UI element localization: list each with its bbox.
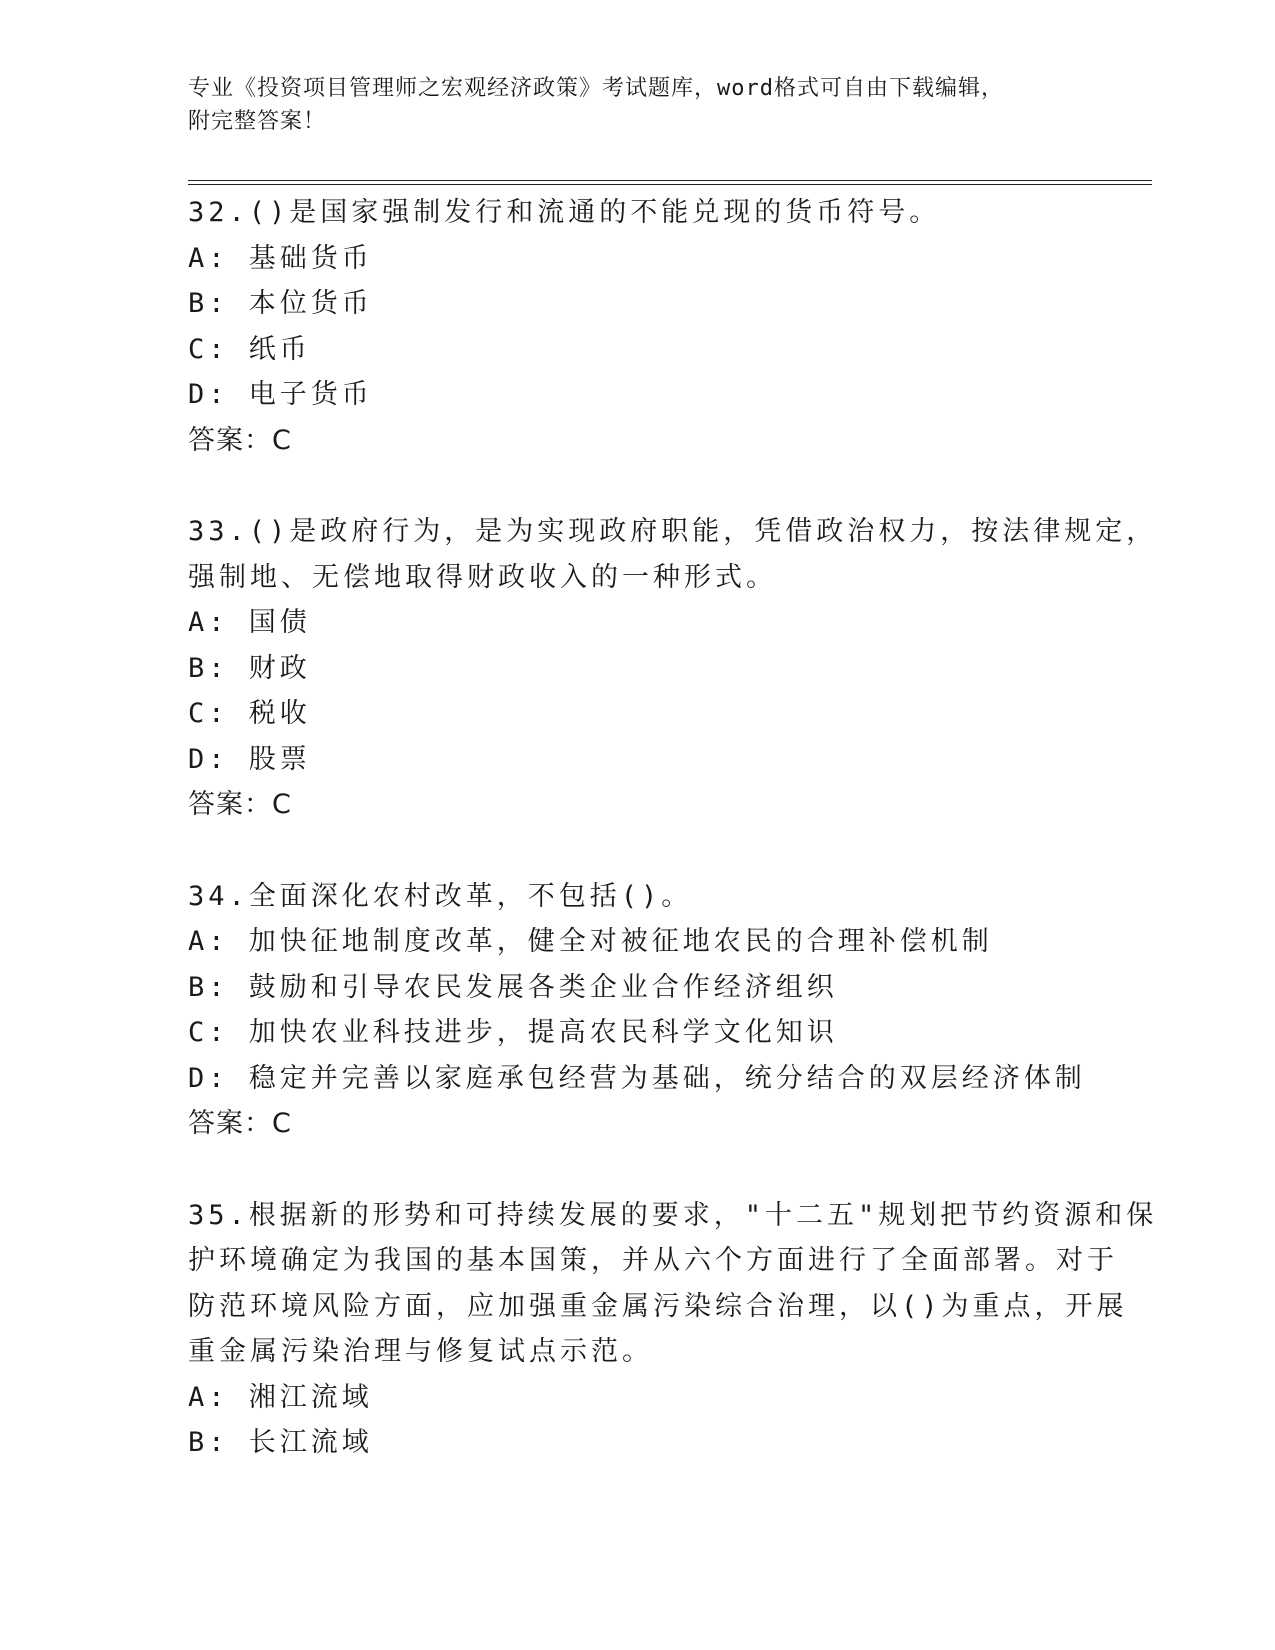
- option-c: C: 税收: [188, 698, 311, 729]
- question-34: [188, 874, 1088, 1147]
- option-c: C: 纸币: [188, 333, 311, 365]
- option-d: D: 电子货币: [188, 379, 373, 410]
- option-b: B: 长江流域: [188, 1427, 373, 1458]
- header-line-1: 专业《投资项目管理师之宏观经济政策》考试题库，word格式可自由下载编辑，: [188, 76, 1004, 101]
- option-a: A: 国债: [188, 607, 311, 638]
- question-text: 32.()是国家强制发行和流通的不能兑现的货币符号。: [188, 197, 941, 228]
- question-list: [188, 190, 1158, 1512]
- option-a: A: 湘江流域: [188, 1381, 373, 1413]
- question-35: [188, 1193, 1158, 1466]
- option-c: C: 加快农业科技进步，提高农民科学文化知识: [188, 1017, 838, 1048]
- header-divider: [188, 180, 1152, 185]
- option-d: D: 股票: [188, 743, 311, 775]
- question-text-line-1: 35.根据新的形势和可持续发展的要求，"十二五"规划把节约资源和保: [188, 1199, 1158, 1231]
- option-a: A: 基础货币: [188, 242, 373, 274]
- question-text-line-2: 强制地、无偿地取得财政收入的一种形式。: [188, 561, 777, 593]
- option-b: B: 财政: [188, 652, 311, 684]
- answer: 答案：C: [188, 789, 292, 820]
- question-text-line-1: 33.()是政府行为，是为实现政府职能，凭借政治权力，按法律规定，: [188, 516, 1158, 547]
- question-text-line-3: 防范环境风险方面，应加强重金属污染综合治理，以()为重点，开展: [188, 1290, 1128, 1322]
- question-text: 34.全面深化农村改革，不包括()。: [188, 880, 693, 912]
- header-line-2: 附完整答案！: [188, 109, 327, 134]
- document-header: [188, 72, 1088, 138]
- question-text-line-4: 重金属污染治理与修复试点示范。: [188, 1336, 653, 1367]
- option-a: A: 加快征地制度改革，健全对被征地农民的合理补偿机制: [188, 926, 993, 957]
- option-d: D: 稳定并完善以家庭承包经营为基础，统分结合的双层经济体制: [188, 1062, 1086, 1094]
- answer: 答案：C: [188, 424, 292, 456]
- answer: 答案：C: [188, 1108, 292, 1139]
- option-b: B: 鼓励和引导农民发展各类企业合作经济组织: [188, 971, 838, 1003]
- option-b: B: 本位货币: [188, 288, 373, 319]
- question-32: [188, 190, 1088, 463]
- question-33: [188, 509, 1158, 828]
- question-text-line-2: 护环境确定为我国的基本国策，并从六个方面进行了全面部署。对于: [188, 1245, 1118, 1276]
